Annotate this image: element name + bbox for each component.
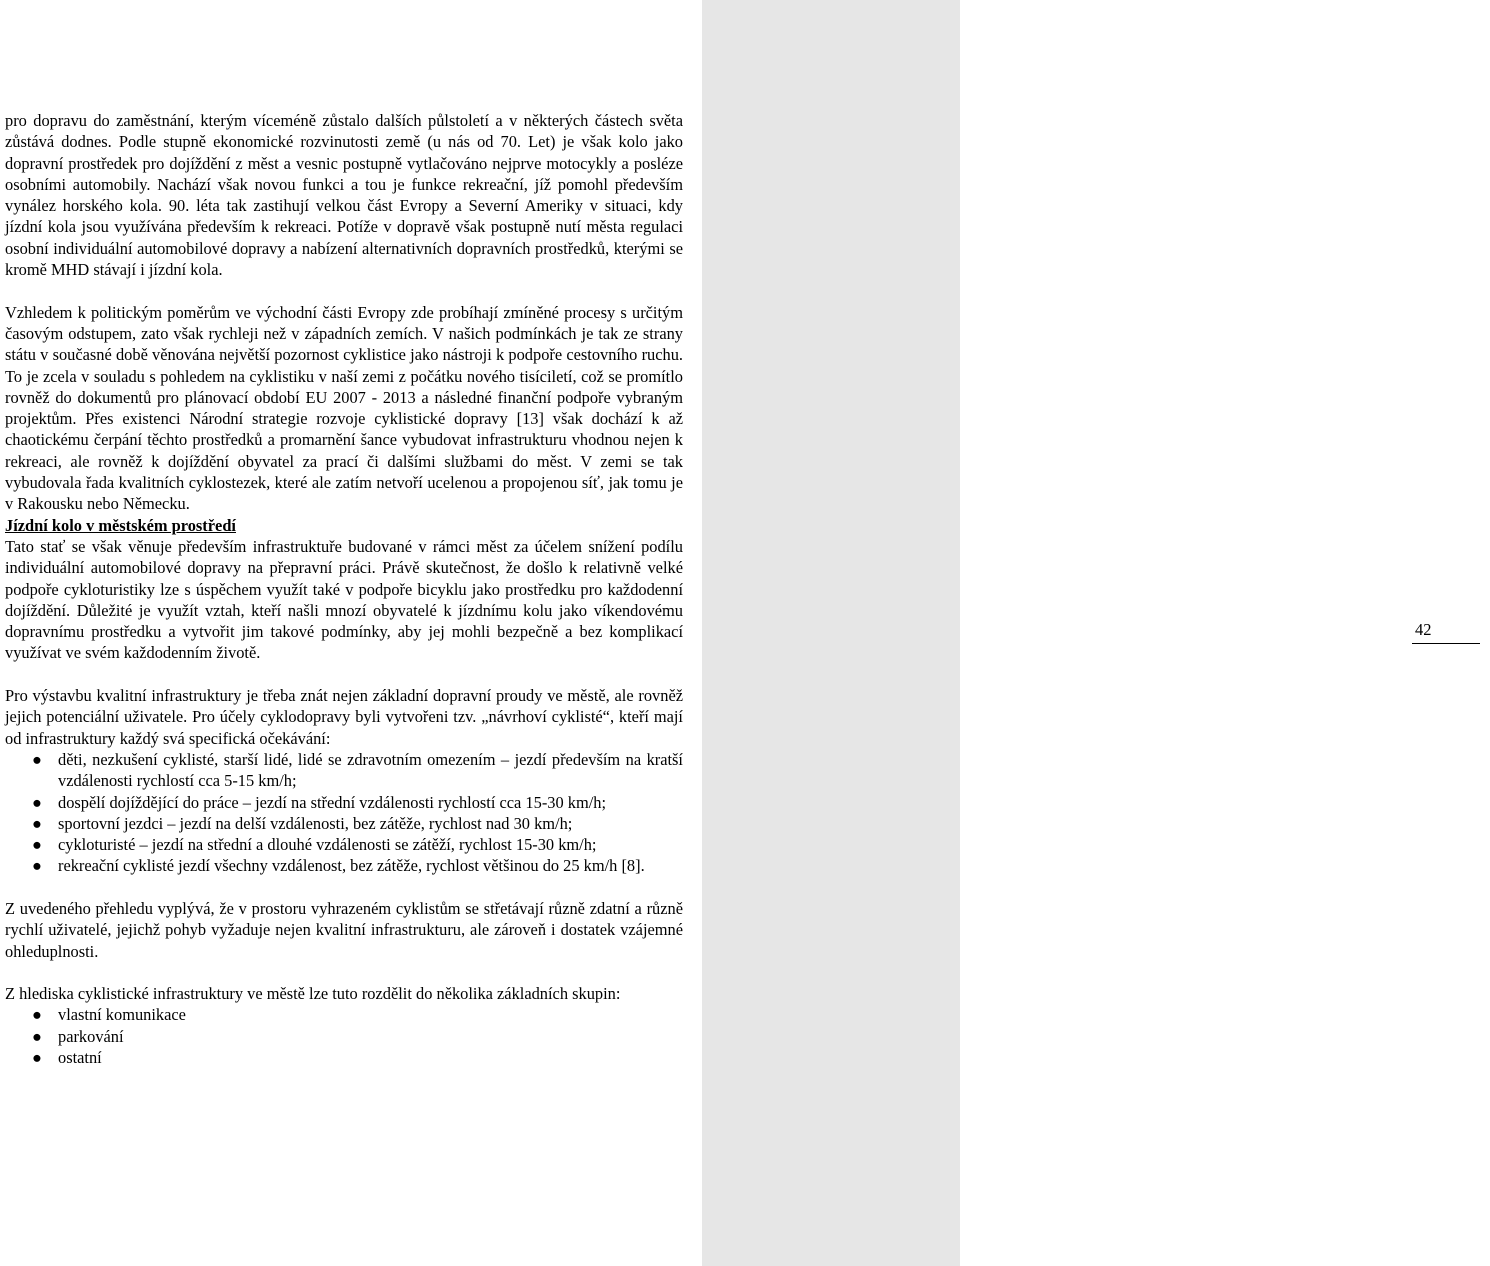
paragraph-infrastructure-groups: Z hlediska cyklistické infrastruktury ve městě lze tuto rozdělit do několika základních skupin: [5,984,621,1004]
list-item-text: ostatní [58,1048,102,1068]
paragraph-design-cyclists: Pro výstavbu kvalitní infrastruktury je třeba znát nejen základní dopravní proudy ve městě, ale rovněž jejich potenciální uživatele. Pro účely cyklodopravy byli vytvořeni tzv. „návrhoví cyklisté“, kteří mají od infrastruktury každý svá specifická očekávání: [5,686,683,748]
list-item-text: dospělí dojíždějící do práce – jezdí na střední vzdálenosti rychlostí cca 15-30 km/h; [58,792,607,812]
section-heading: Jízdní kolo v městském prostředí [5,515,236,535]
list-item-text: vlastní komunikace [58,1005,186,1025]
list-item [5,813,683,834]
list-item-text: cykloturisté – jezdí na střední a dlouhé vzdálenosti se zátěží, rychlost 15-30 km/h; [58,835,597,855]
bullet-icon: ● [32,792,42,812]
list-item-text: parkování [58,1026,124,1046]
bullet-icon: ● [32,1005,42,1025]
list-item [5,855,683,876]
list-item [5,1004,683,1025]
paragraph-summary: Z uvedeného přehledu vyplývá, že v prostoru vyhrazeném cyklistům se střetávají různě zdatní a různě rychlí uživatelé, jejichž pohyb vyžaduje nejen kvalitní infrastrukturu, ale zároveň i dostatek vzájemné ohleduplnosti. [5,898,683,961]
bullet-icon: ● [32,856,42,876]
list-item [5,834,683,855]
list-item-text: sportovní jezdci – jezdí na delší vzdálenosti, bez zátěže, rychlost nad 30 km/h; [58,813,573,833]
bullet-icon: ● [32,749,42,769]
list-item [5,1026,683,1047]
bullet-icon: ● [32,1026,42,1046]
bullet-icon: ● [32,813,42,833]
bullet-icon: ● [32,1048,42,1068]
page-number-box [1412,617,1490,647]
list-item [5,1047,683,1068]
paragraph-urban-focus: Tato stať se však věnuje především infrastruktuře budované v rámci měst za účelem snížení podílu individuální automobilové dopravy na přepravní práci. Právě skutečnost, že došlo k relativně velké podpoře cykloturistiky lze s úspěchem využít také v podpoře bicyklu jako prostředku pro každodenní dojíždění. Důležité je využít vztah, kteří našli mnozí obyvatelé k jízdnímu kolu jako víkendovému dopravnímu prostředku a vytvořit jim takové podmínky, aby jej mohli bezpečně a bez komplikací využívat ve svém každodenním životě. [5,536,683,663]
page-number-rule [1412,643,1480,644]
comment-margin [702,0,1432,1266]
list-item-text: děti, nezkušení cyklisté, starší lidé, lidé se zdravotním omezením – jezdí především na kratší vzdálenosti rychlostí cca 5-15 km/h; [58,749,683,791]
infrastructure-list [5,1004,683,1068]
bullet-icon: ● [32,835,42,855]
list-item-text: rekreační cyklisté jezdí všechny vzdálenost, bez zátěže, rychlost většinou do 25 km/h [8]. [58,856,645,876]
document-body [5,110,683,1068]
list-item [5,749,683,792]
list-item [5,792,683,813]
page-number: 42 [1415,620,1432,639]
paragraph-eastern-europe: Vzhledem k politickým poměrům ve východní části Evropy zde probíhají zmíněné procesy s určitým časovým odstupem, zato však rychleji než v západních zemích. V našich podmínkách je tak ze strany státu v současné době věnována největší pozornost cyklistice jako nástroji k podpoře cestovního ruchu. To je zcela v souladu s pohledem na cyklistiku v naší zemi z počátku nového tisíciletí, což se promítlo rovněž do dokumentů pro plánovací období EU 2007 - 2013 a následné finanční podpoře vybraným projektům. Přes existenci Národní strategie rozvoje cyklistické dopravy [13] však dochází k až chaotickému čerpání těchto prostředků a promarnění šance vybudovat infrastrukturu vhodnou nejen k rekreaci, ale rovněž k dojíždění obyvatel za prací či dalšími službami do měst. V zemi se tak vybudovala řada kvalitních cyklostezek, které ale zatím netvoří ucelenou a propojenou síť, jak tomu je v Rakousku nebo Německu. [5,302,683,514]
paragraph-history: pro dopravu do zaměstnání, kterým víceméně zůstalo dalších půlstoletí a v některých částech světa zůstává dodnes. Podle stupně ekonomické rozvinutosti země (u nás od 70. Let) je však kolo jako dopravní prostředek pro dojíždění z měst a vesnic postupně vytlačováno nejprve motocykly a posléze osobními automobily. Nachází však novou funkci a tou je funkce rekreační, jíž pomohl především vynález horského kola. 90. léta tak zastihují velkou část Evropy a Severní Ameriky v situaci, kdy jízdní kola jsou využívána především k rekreaci. Potíže v dopravě však postupně nutí města regulaci osobní individuální automobilové dopravy a nabízení alternativních dopravních prostředků, kterými se kromě MHD stávají i jízdní kola. [5,111,683,280]
cyclist-types-list [5,749,683,877]
